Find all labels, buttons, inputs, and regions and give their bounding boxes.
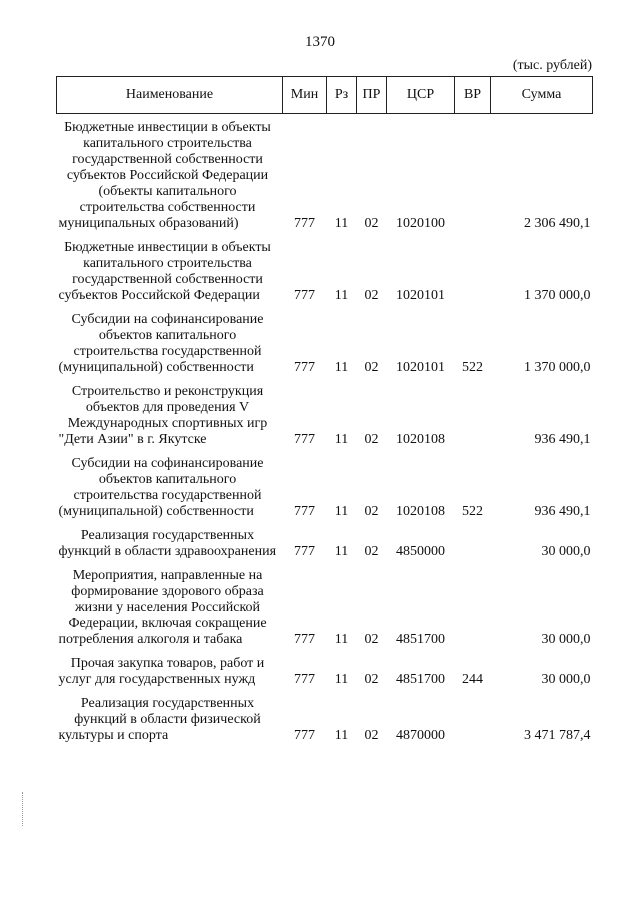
cell-name: Реализация государственных функций в области физической культуры и спорта (58, 696, 261, 743)
cell-sum: 30 000,0 (541, 632, 591, 647)
budget-table (56, 76, 593, 752)
header-vr: ВР (455, 77, 491, 114)
cell-rz: 11 (334, 632, 349, 647)
cell-name: Бюджетные инвестиции в объекты капитального строительства государственной собственности субъектов Российской Федерации (58, 240, 271, 303)
cell-csr: 4850000 (396, 544, 445, 559)
cell-csr: 1020101 (396, 360, 445, 375)
table-row (57, 696, 593, 752)
cell-sum: 1 370 000,0 (524, 288, 591, 303)
cell-rz: 11 (334, 504, 349, 519)
cell-sum: 3 471 787,4 (524, 728, 591, 743)
cell-name: Мероприятия, направленные на формирование здорового образа жизни у населения Российской Федерации, включая сокращение потребления алкоголя и табака (58, 568, 267, 647)
table-row (57, 312, 593, 384)
page-number: 1370 (305, 34, 335, 50)
cell-vr (455, 696, 491, 752)
cell-csr: 1020108 (396, 504, 445, 519)
cell-min: 777 (294, 432, 315, 447)
cell-rz: 11 (334, 216, 349, 231)
table-row (57, 114, 593, 241)
cell-name: Субсидии на софинансирование объектов капитального строительства государственной (муниципальной) собственности (58, 456, 264, 519)
cell-pr: 02 (364, 432, 379, 447)
cell-rz: 11 (334, 360, 349, 375)
table-header (57, 77, 593, 114)
cell-sum: 30 000,0 (541, 544, 591, 559)
cell-csr: 4851700 (396, 632, 445, 647)
cell-min: 777 (294, 288, 315, 303)
cell-csr: 4851700 (396, 672, 445, 687)
cell-csr: 1020101 (396, 288, 445, 303)
cell-csr: 4870000 (396, 728, 445, 743)
cell-sum: 30 000,0 (541, 672, 591, 687)
cell-name: Бюджетные инвестиции в объекты капитального строительства государственной собственности субъектов Российской Федерации (объекты капитального строительства собственности муниципальных образований) (58, 120, 271, 231)
units-note: (тыс. рублей) (512, 58, 592, 73)
header-rz: Рз (327, 77, 357, 114)
table-row (57, 528, 593, 568)
cell-csr: 1020108 (396, 432, 445, 447)
cell-sum: 2 306 490,1 (524, 216, 591, 231)
cell-rz: 11 (334, 288, 349, 303)
cell-sum: 936 490,1 (534, 504, 591, 519)
cell-sum: 936 490,1 (534, 432, 591, 447)
cell-vr: 522 (462, 504, 483, 519)
cell-pr: 02 (364, 544, 379, 559)
cell-rz: 11 (334, 544, 349, 559)
cell-name: Субсидии на софинансирование объектов капитального строительства государственной (муниципальной) собственности (58, 312, 264, 375)
table-row (57, 384, 593, 456)
cell-vr: 244 (462, 672, 483, 687)
cell-csr: 1020100 (396, 216, 445, 231)
cell-min: 777 (294, 728, 315, 743)
cell-rz: 11 (334, 728, 349, 743)
cell-vr (455, 528, 491, 568)
cell-name: Прочая закупка товаров, работ и услуг для государственных нужд (58, 656, 265, 687)
cell-name: Строительство и реконструкция объектов для проведения V Международных спортивных игр "Дети Азии" в г. Якутске (58, 384, 268, 447)
table-row (57, 240, 593, 312)
cell-pr: 02 (364, 504, 379, 519)
cell-pr: 02 (364, 632, 379, 647)
margin-scan-mark (22, 792, 24, 826)
cell-vr (455, 240, 491, 312)
cell-rz: 11 (334, 432, 349, 447)
cell-rz: 11 (334, 672, 349, 687)
cell-pr: 02 (364, 288, 379, 303)
table-row (57, 456, 593, 528)
cell-min: 777 (294, 544, 315, 559)
header-name: Наименование (57, 77, 283, 114)
cell-pr: 02 (364, 216, 379, 231)
cell-min: 777 (294, 672, 315, 687)
header-sum: Сумма (491, 77, 593, 114)
cell-min: 777 (294, 216, 315, 231)
cell-pr: 02 (364, 360, 379, 375)
cell-vr (455, 114, 491, 241)
cell-vr: 522 (462, 360, 483, 375)
header-pr: ПР (357, 77, 387, 114)
table-body (57, 114, 593, 753)
cell-sum: 1 370 000,0 (524, 360, 591, 375)
table-row (57, 656, 593, 696)
cell-min: 777 (294, 360, 315, 375)
cell-vr (455, 384, 491, 456)
table-row (57, 568, 593, 656)
cell-min: 777 (294, 632, 315, 647)
header-min: Мин (283, 77, 327, 114)
cell-name: Реализация государственных функций в области здравоохранения (58, 528, 277, 559)
header-csr: ЦСР (387, 77, 455, 114)
cell-min: 777 (294, 504, 315, 519)
cell-vr (455, 568, 491, 656)
cell-pr: 02 (364, 728, 379, 743)
cell-pr: 02 (364, 672, 379, 687)
